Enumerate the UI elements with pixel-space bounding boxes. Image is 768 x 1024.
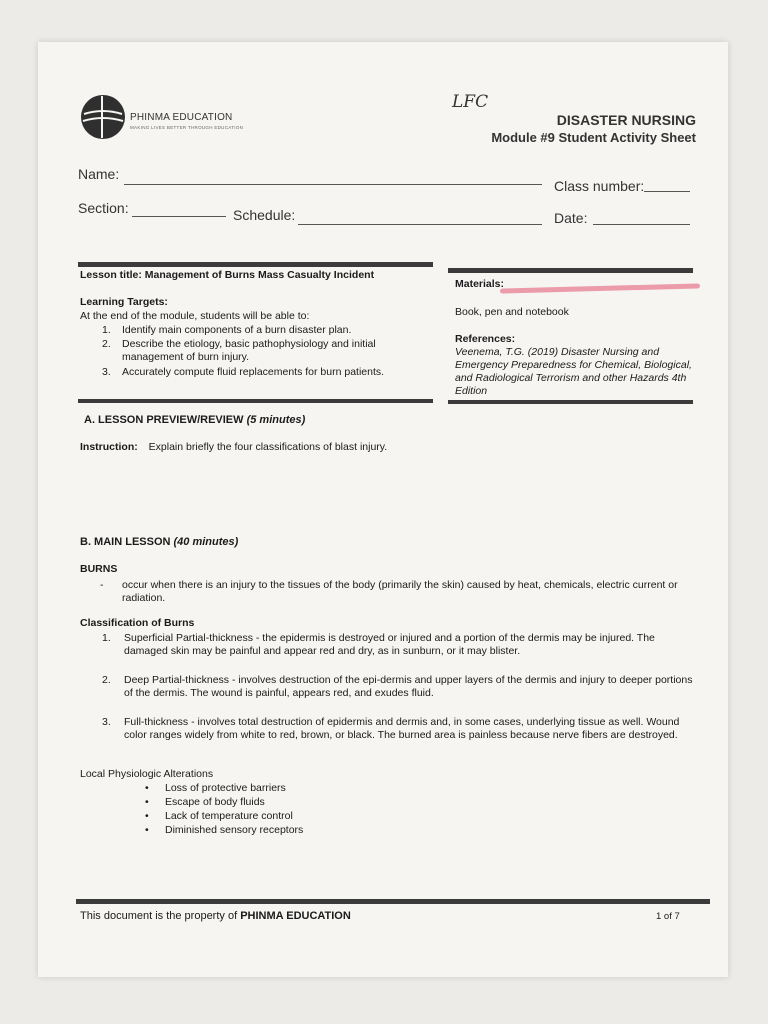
section-b-duration: (40 minutes)	[173, 536, 239, 548]
footer-property	[80, 910, 351, 922]
section-a-duration: (5 minutes)	[246, 414, 306, 426]
references-label: References:	[455, 333, 516, 345]
footer-bar	[76, 899, 710, 904]
references-value: Veenema, T.G. (2019) Disaster Nursing and Emergency Preparedness for Chemical, Biological, and Radiological Terrorism and other Hazards 4th Edition	[455, 346, 692, 397]
learning-target-item: 1. Identify main components of a burn disaster plan.	[102, 324, 352, 336]
learning-target-item: 3. Accurately compute fluid replacements for burn patients.	[102, 366, 385, 378]
lesson-bottom-bar	[78, 399, 433, 403]
section-b-title: B. MAIN LESSON	[80, 536, 171, 548]
section-field[interactable]	[132, 216, 226, 217]
classification-item: 2. Deep Partial-thickness - involves destruction of the epi-dermis and upper layers of the dermis and injury to deeper portions of the dermis. The wound is painful, appears red, and exudes fluid.	[102, 674, 693, 699]
date-field[interactable]	[593, 224, 690, 225]
materials-value: Book, pen and notebook	[455, 306, 569, 318]
phinma-logo-icon	[80, 94, 126, 140]
handwritten-mark: LFC	[452, 92, 489, 112]
local-alteration-item: • Lack of temperature control	[145, 810, 293, 822]
learning-target-item: management of burn injury.	[122, 351, 250, 363]
document-subtitle: Module #9 Student Activity Sheet	[491, 130, 696, 145]
learning-targets-intro: At the end of the module, students will be able to:	[80, 310, 310, 322]
name-field[interactable]	[124, 184, 542, 185]
instruction-label: Instruction:	[80, 441, 138, 453]
instruction-text: Explain briefly the four classifications of blast injury.	[148, 441, 388, 453]
lesson-top-bar	[78, 262, 433, 267]
lesson-title-label: Lesson title:	[80, 269, 142, 281]
section-b-heading	[80, 536, 238, 548]
page-number: 1 of 7	[656, 911, 680, 922]
burns-definition: - occur when there is an injury to the tissues of the body (primarily the skin) caused by heat, chemicals, electric current or radiation.	[100, 579, 678, 604]
materials-top-bar	[448, 268, 693, 273]
brand-tagline: MAKING LIVES BETTER THROUGH EDUCATION	[130, 125, 244, 130]
document-title: DISASTER NURSING	[556, 112, 696, 128]
section-label: Section:	[78, 200, 129, 216]
instruction	[80, 441, 387, 453]
brand-name: PHINMA EDUCATION	[130, 112, 233, 123]
burns-label: BURNS	[80, 563, 118, 575]
name-label: Name:	[78, 166, 120, 182]
classification-item: 3. Full-thickness - involves total destruction of epidermis and dermis and, in some cases, underlying tissue as well. Wound color ranges widely from white to red, brown, or black. The burned area is painless because nerve fibers are destroyed.	[102, 716, 680, 741]
footer-property-owner: PHINMA EDUCATION	[240, 910, 351, 922]
schedule-label: Schedule:	[233, 207, 296, 223]
lesson-title	[80, 269, 374, 281]
materials-label: Materials:	[455, 278, 505, 290]
local-alterations-label: Local Physiologic Alterations	[80, 768, 214, 780]
local-alteration-item: • Diminished sensory receptors	[145, 824, 304, 836]
materials-bottom-bar	[448, 400, 693, 404]
footer-property-text: This document is the property of	[80, 910, 238, 922]
classification-item: 1. Superficial Partial-thickness - the epidermis is destroyed or injured and a portion of the dermis may be injured. The damaged skin may be painful and appear red and dry, as in sunburn, or it may blister.	[102, 632, 655, 657]
local-alteration-item: • Escape of body fluids	[145, 796, 265, 808]
date-label: Date:	[554, 210, 588, 226]
class-number-field[interactable]	[644, 191, 690, 192]
lesson-title-value: Management of Burns Mass Casualty Incident	[144, 269, 375, 281]
learning-target-item: 2. Describe the etiology, basic pathophysiology and initial	[102, 338, 376, 350]
classification-label: Classification of Burns	[80, 617, 195, 629]
schedule-field[interactable]	[298, 224, 542, 225]
section-a-heading	[84, 414, 305, 426]
class-number-label: Class number:	[554, 178, 645, 194]
local-alteration-item: • Loss of protective barriers	[145, 782, 286, 794]
learning-targets-label: Learning Targets:	[80, 296, 168, 308]
section-a-title: A. LESSON PREVIEW/REVIEW	[84, 414, 244, 426]
